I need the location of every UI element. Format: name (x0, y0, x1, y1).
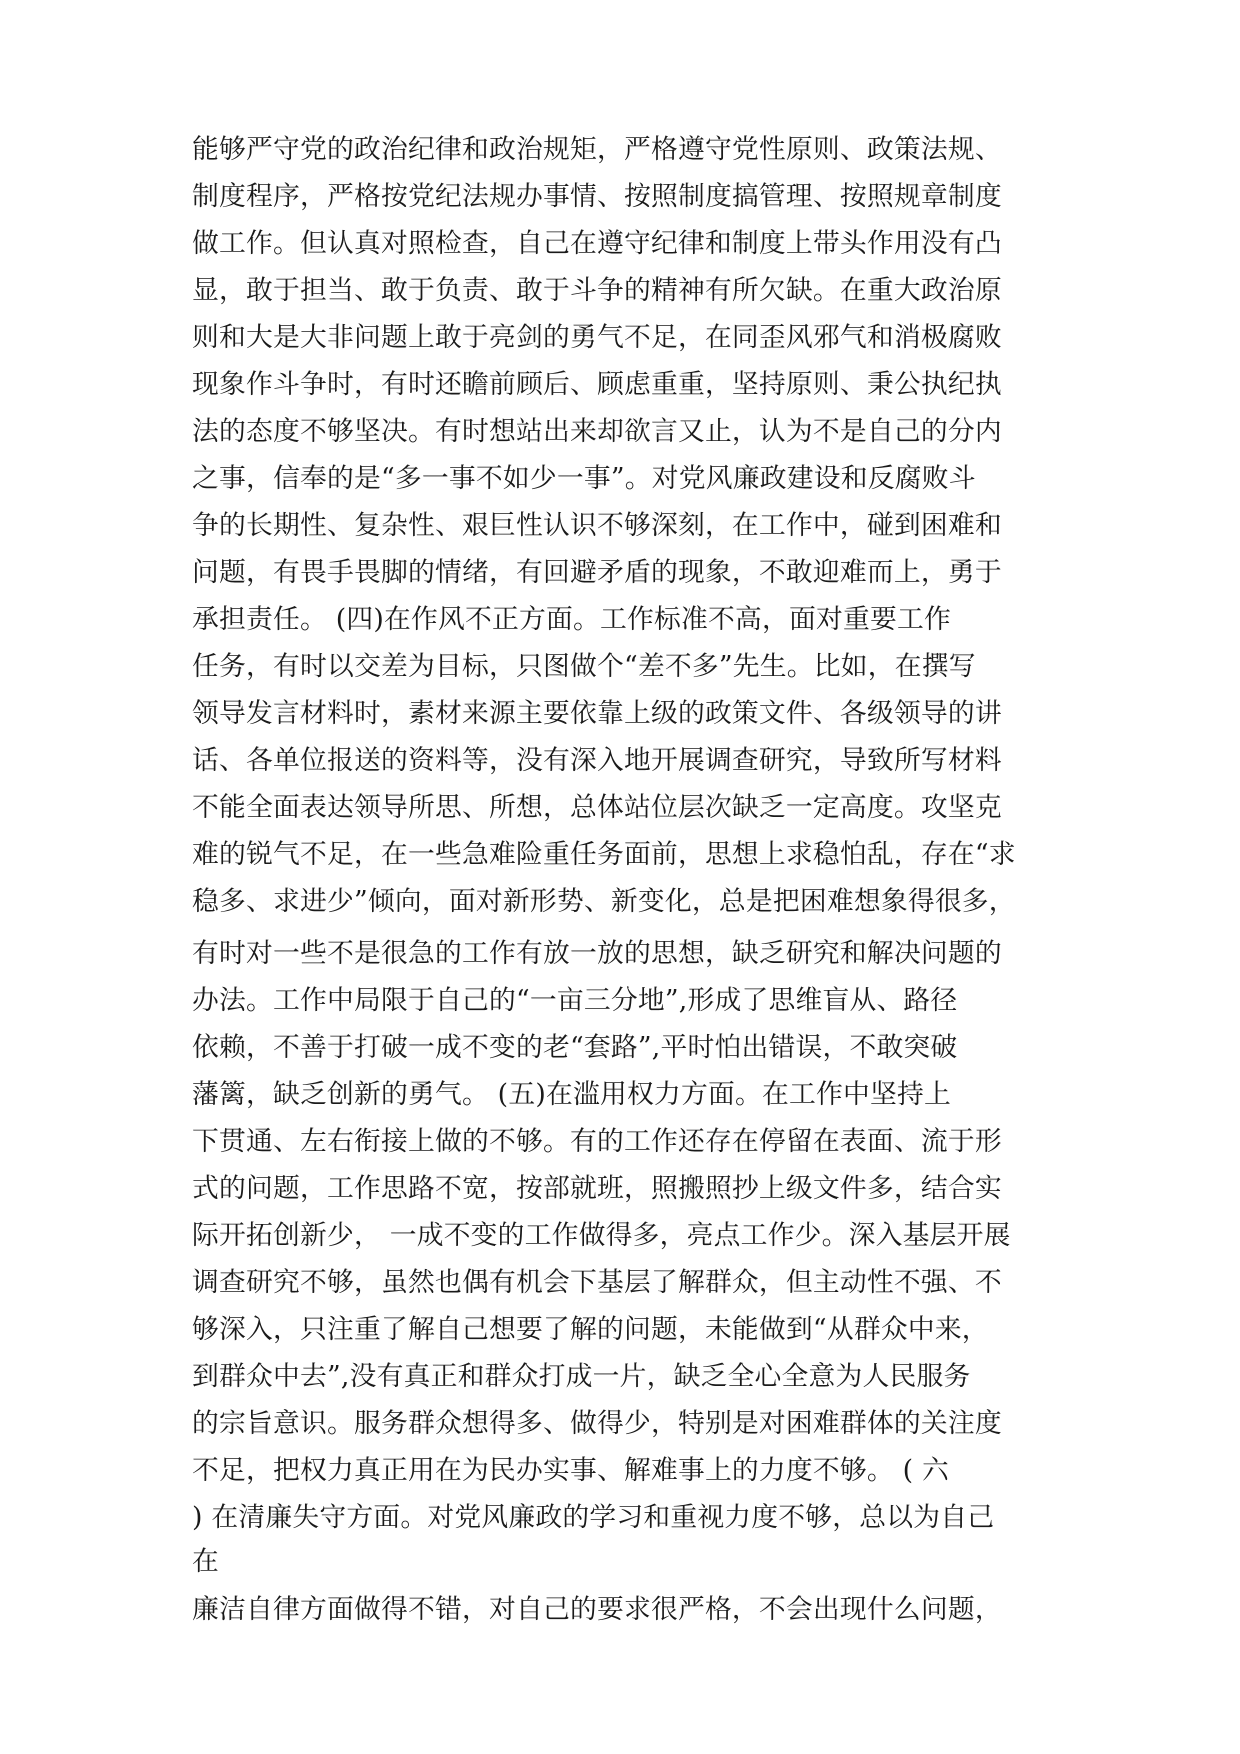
text-line: 不足，把权力真正用在为民办实事、解难事上的力度不够。 ( 六 (192, 1455, 950, 1486)
text-line: 制度程序，严格按党纪法规办事情、按照制度搞管理、按照规章制度 (192, 181, 1002, 212)
text-line: 的宗旨意识。服务群众想得多、做得少，特别是对困难群体的关注度 (192, 1408, 1002, 1439)
text-line: 式的问题，工作思路不宽，按部就班，照搬照抄上级文件多，结合实 (192, 1173, 1002, 1204)
text-line: 争的长期性、复杂性、艰巨性认识不够深刻，在工作中，碰到困难和 (192, 510, 1002, 541)
text-line: 做工作。但认真对照检查，自己在遵守纪律和制度上带头作用没有凸 (192, 228, 1002, 259)
text-line: 藩篱，缺乏创新的勇气。 (五)在滥用权力方面。在工作中坚持上 (192, 1079, 951, 1110)
text-line: 调查研究不够，虽然也偶有机会下基层了解群众，但主动性不强、不 (192, 1267, 1002, 1298)
text-line: 廉洁自律方面做得不错，对自己的要求很严格，不会出现什么问题， (192, 1594, 1002, 1625)
text-line: 在 (192, 1546, 219, 1577)
text-line: ) 在清廉失守方面。对党风廉政的学习和重视力度不够，总以为自己 (192, 1502, 995, 1533)
text-line: 不能全面表达领导所思、所想，总体站位层次缺乏一定高度。攻坚克 (192, 792, 1002, 823)
text-line: 稳多、求进少”倾向，面对新形势、新变化，总是把困难想象得很多， (192, 886, 1016, 917)
text-line: 法的态度不够坚决。有时想站出来却欲言又止，认为不是自己的分内 (192, 416, 1002, 447)
text-line: 够深入，只注重了解自己想要了解的问题，未能做到“从群众中来， (192, 1314, 989, 1345)
text-line: 际开拓创新少， 一成不变的工作做得多，亮点工作少。深入基层开展 (192, 1220, 1011, 1251)
text-line: 则和大是大非问题上敢于亮剑的勇气不足，在同歪风邪气和消极腐败 (192, 322, 1002, 353)
text-line: 承担责任。 (四)在作风不正方面。工作标准不高，面对重要工作 (192, 604, 951, 635)
text-line: 能够严守党的政治纪律和政治规矩，严格遵守党性原则、政策法规、 (192, 134, 1002, 165)
text-line: 办法。工作中局限于自己的“一亩三分地”,形成了思维盲从、路径 (192, 985, 958, 1016)
text-line: 问题，有畏手畏脚的情绪，有回避矛盾的现象，不敢迎难而上，勇于 (192, 557, 1002, 588)
text-line: 显，敢于担当、敢于负责、敢于斗争的精神有所欠缺。在重大政治原 (192, 275, 1002, 306)
text-line: 到群众中去”,没有真正和群众打成一片，缺乏全心全意为人民服务 (192, 1361, 971, 1392)
text-line: 领导发言材料时，素材来源主要依靠上级的政策文件、各级领导的讲 (192, 698, 1002, 729)
text-line: 话、各单位报送的资料等，没有深入地开展调查研究，导致所写材料 (192, 745, 1002, 776)
text-line: 依赖，不善于打破一成不变的老“套路”,平时怕出错误，不敢突破 (192, 1032, 958, 1063)
text-line: 难的锐气不足，在一些急难险重任务面前，思想上求稳怕乱，存在“求 (192, 839, 1016, 870)
text-line: 之事，信奉的是“多一事不如少一事”。对党风廉政建设和反腐败斗 (192, 463, 976, 494)
text-line: 有时对一些不是很急的工作有放一放的思想，缺乏研究和解决问题的 (192, 938, 1002, 969)
text-line: 下贯通、左右衔接上做的不够。有的工作还存在停留在表面、流于形 (192, 1126, 1002, 1157)
text-line: 任务，有时以交差为目标，只图做个“差不多”先生。比如，在撰写 (192, 651, 976, 682)
text-line: 现象作斗争时，有时还瞻前顾后、顾虑重重，坚持原则、秉公执纪执 (192, 369, 1002, 400)
